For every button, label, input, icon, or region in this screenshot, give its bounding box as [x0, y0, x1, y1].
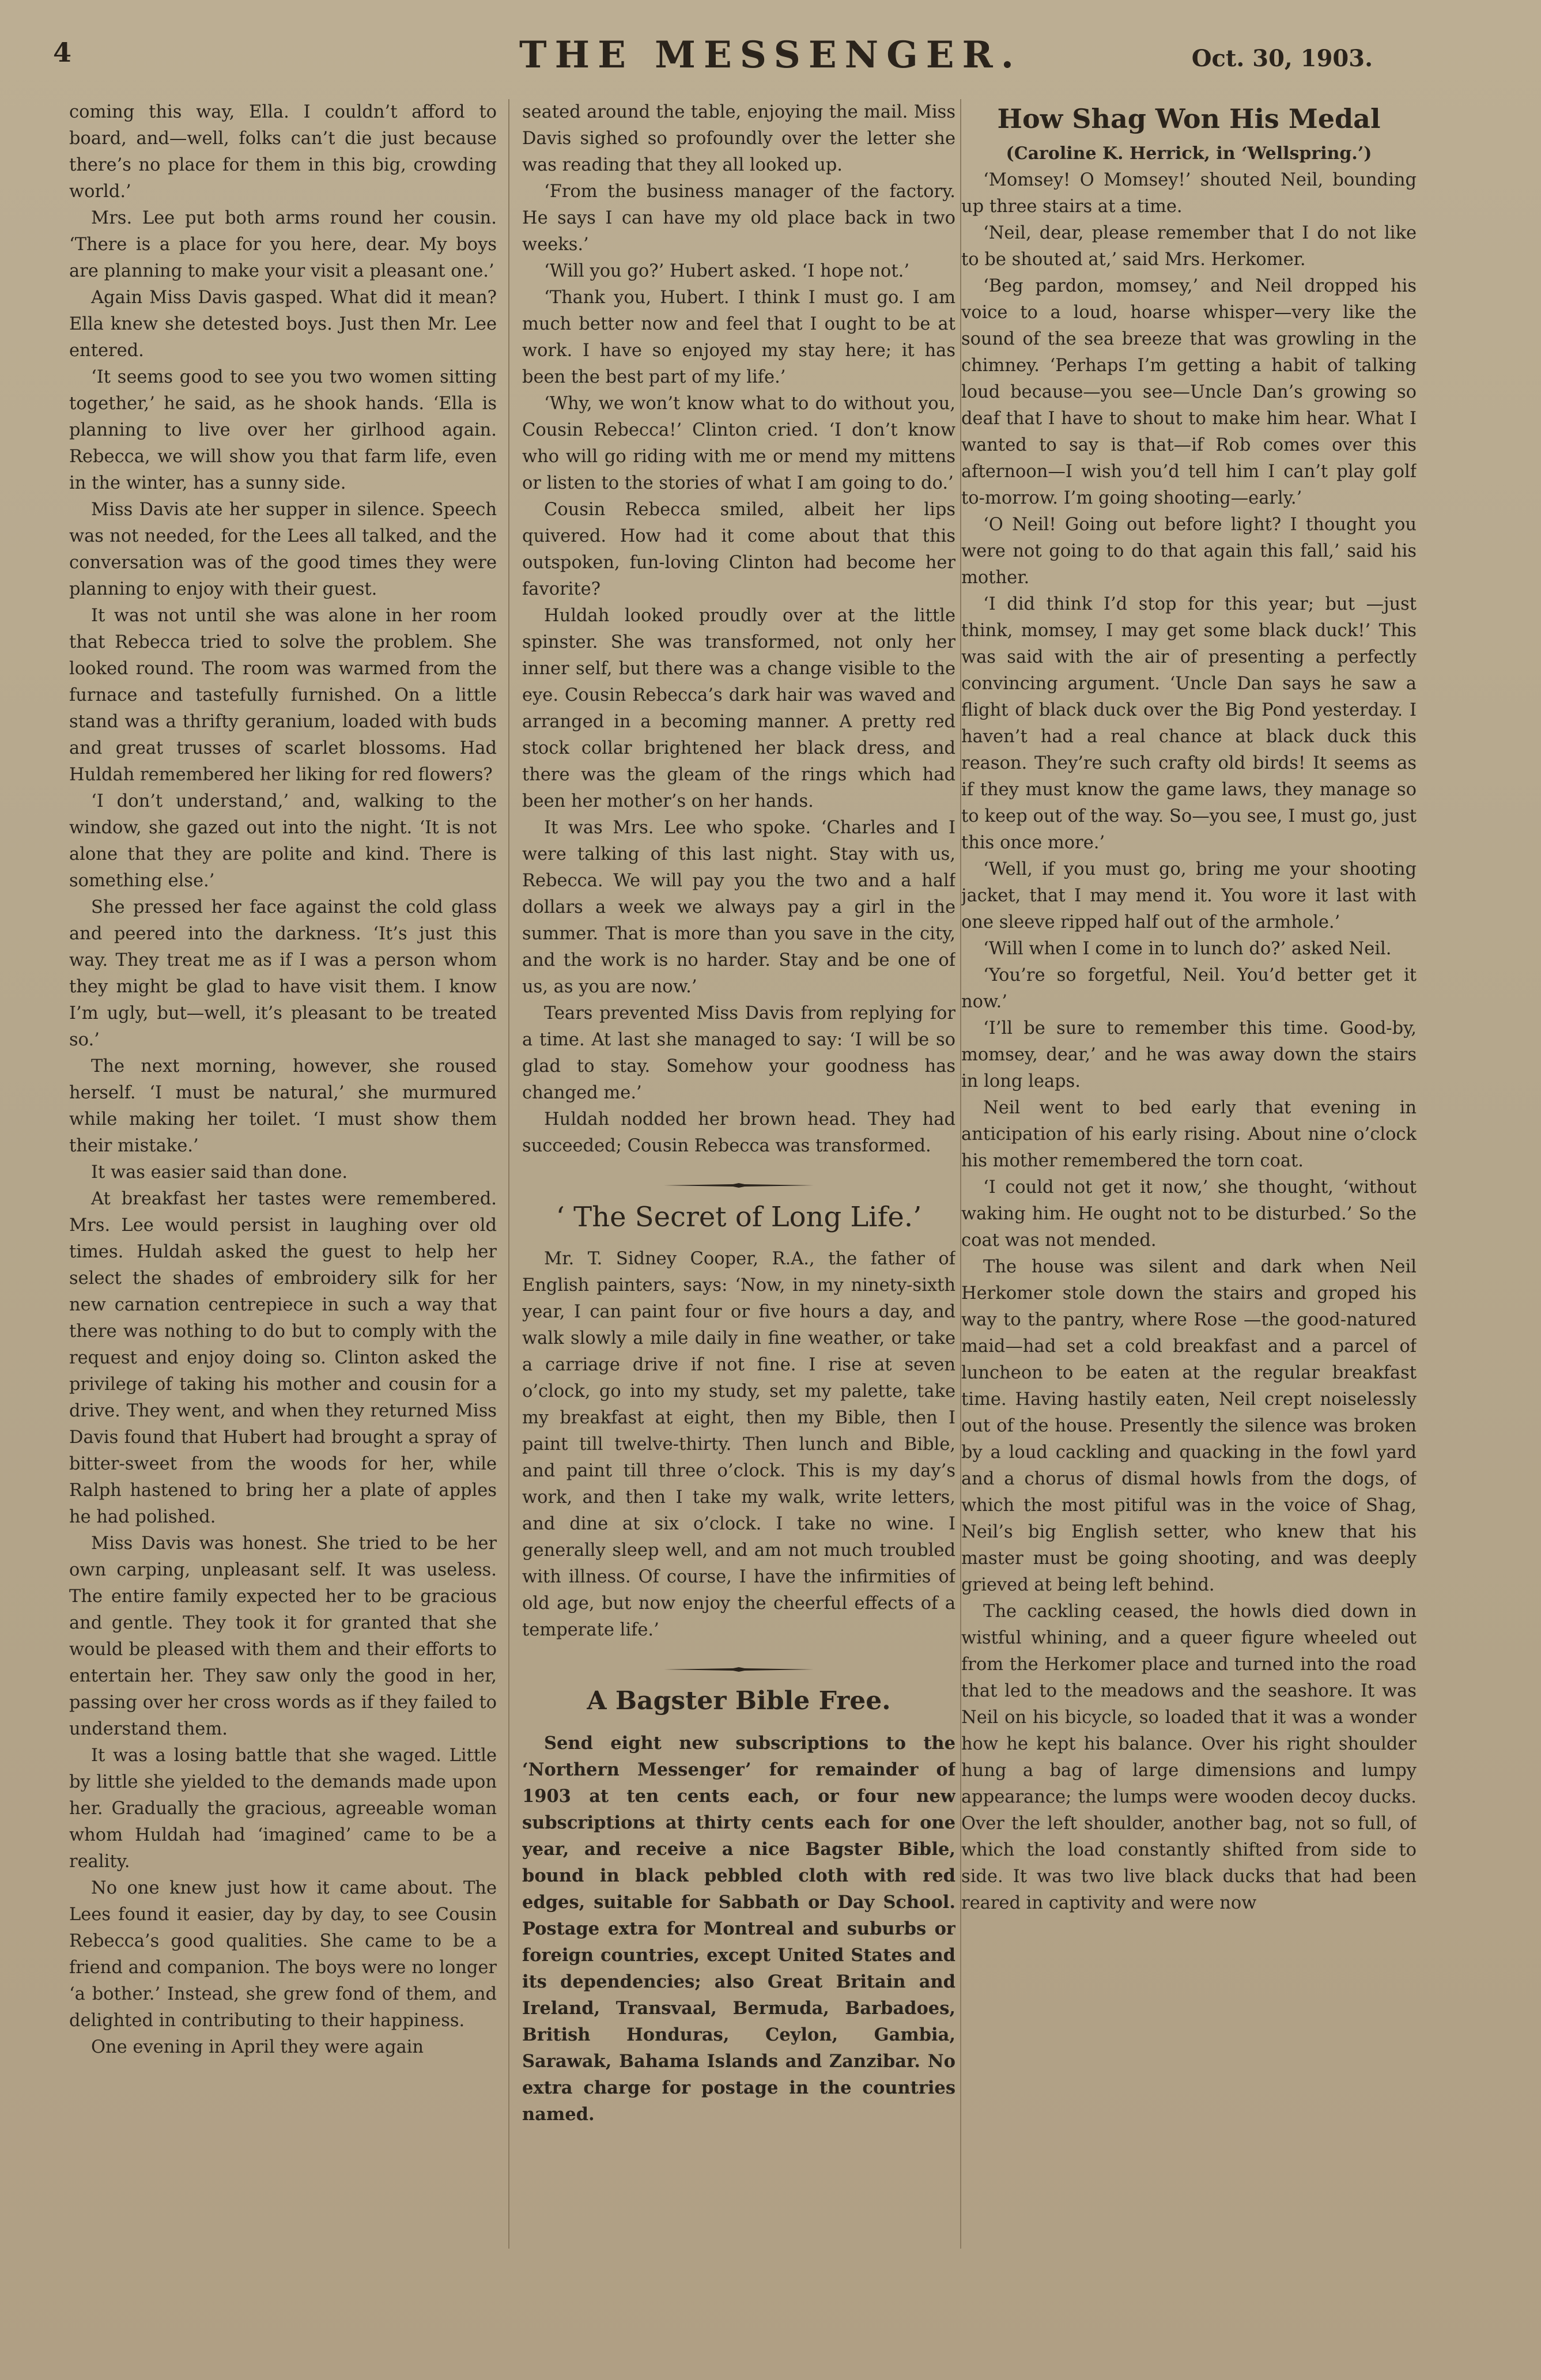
paragraph: seated around the table, enjoying the mail. Miss Davis sighed so profoundly over the letter she was reading that they all looked up.: [522, 102, 955, 175]
column-middle: [522, 99, 955, 2249]
paragraph: Huldah looked proudly over at the little spinster. She was transformed, not only her inner self, but there was a change visible to the eye. Cousin Rebecca’s dark hair was waved and arranged in a becoming manner. A pretty red stock collar brightened her black dress, and there was the gleam of the rings which had been her mother’s on her hands.: [522, 606, 955, 811]
paragraph: Miss Davis was honest. She tried to be her own carping, unpleasant self. It was useless. The entire family expected her to be gracious and gentle. They took it for granted that she would be pleased with them and their efforts to entertain her. They saw only the good in her, passing over her cross words as if they failed to understand them.: [69, 1533, 497, 1739]
paragraph: ‘You’re so forgetful, Neil. You’d better get it now.’: [961, 965, 1417, 1012]
paragraph: No one knew just how it came about. The Lees found it easier, day by day, to see Cousin Rebecca’s good qualities. She came to be a friend and companion. The boys were no longer ‘a bother.’ Instead, she grew fond of them, and delighted in contributing to their happiness.: [69, 1878, 497, 2031]
paragraph: ‘Will you go?’ Hubert asked. ‘I hope not.’: [544, 261, 910, 281]
paragraph: The cackling ceased, the howls died down in wistful whining, and a queer figure wheeled out from the Herkomer place and turned into the road that led to the meadows and the seashore. It was Neil on his bicycle, so loaded that it was a wonder how he kept his balance. Over his right shoulder hung a bag of large dimensions and lumpy appearance; the lumps were wooden decoy ducks. Over the left shoulder, another bag, not so full, of which the load constantly shifted from side to side. It was two live black ducks that had been reared in captivity and were now: [961, 1601, 1417, 1913]
column-rule: [508, 99, 509, 2249]
paragraph: ‘Will when I come in to lunch do?’ asked Neil.: [983, 939, 1392, 959]
column-left: [69, 99, 497, 2249]
paragraph: ‘I did think I’d stop for this year; but —just think, momsey, I may get some black duck!’ This was said with the air of presenting a perfectly convincing argument. ‘Uncle Dan says he saw a flight of black duck over the Big Pond yesterday. I haven’t had a real chance at black duck this reason. They’re such crafty old birds! It seems as if they must know the game laws, they manage so to keep out of the way. So—you see, I must go, just this once more.’: [961, 594, 1417, 853]
paragraph: The house was silent and dark when Neil Herkomer stole down the stairs and groped his way to the pantry, where Rose —the good-natured maid—had set a cold breakfast and a parcel of luncheon to be eaten at the regular breakfast time. Having hastily eaten, Neil crept noiselessly out of the house. Presently the silence was broken by a loud cackling and quacking in the fowl yard and a chorus of dismal howls from the dogs, of which the most pitiful was in the voice of Shag, Neil’s big English setter, who knew that his master must be going shooting, and was deeply grieved at being left behind.: [961, 1257, 1417, 1595]
paragraph: It was not until she was alone in her room that Rebecca tried to solve the problem. She looked round. The room was warmed from the furnace and tastefully furnished. On a little stand was a thrifty geranium, loaded with buds and great trusses of scarlet blossoms. Had Huldah remembered her liking for red flowers?: [69, 606, 497, 785]
paragraph: Mrs. Lee put both arms round her cousin. ‘There is a place for you here, dear. My boys are planning to make your visit a pleasant one.’: [69, 208, 497, 281]
section-divider: [664, 1183, 814, 1188]
paragraph: ‘Neil, dear, please remember that I do not like to be shouted at,’ said Mrs. Herkomer.: [961, 223, 1417, 270]
paragraph: ‘Beg pardon, momsey,’ and Neil dropped his voice to a loud, hoarse whisper—very like the sound of the sea breeze that was growling in the chimney. ‘Perhaps I’m getting a habit of talking loud because—you see—Uncle Dan’s growing so deaf that I have to shout to make him hear. What I wanted to say is that—if Rob comes over this afternoon—I wish you’d tell him I can’t play golf to-morrow. I’m going shooting—early.’: [961, 276, 1417, 508]
bagster-bible-title: A Bagster Bible Free.: [587, 1686, 891, 1716]
paragraph: It was easier said than done.: [91, 1162, 348, 1183]
paragraph: ‘Momsey! O Momsey!’ shouted Neil, bounding up three stairs at a time.: [961, 170, 1417, 217]
newspaper-title: THE MESSENGER.: [519, 33, 1022, 77]
story-byline: (Caroline K. Herrick, in ‘Wellspring.’): [1006, 143, 1372, 164]
issue-date: Oct. 30, 1903.: [1191, 45, 1373, 72]
secret-of-long-life-title: ‘ The Secret of Long Life.’: [556, 1201, 922, 1233]
paragraph: ‘Thank you, Hubert. I think I must go. I am much better now and feel that I ought to be at work. I have so enjoyed my stay here; it has been the best part of my life.’: [522, 288, 955, 387]
paragraph: ‘I could not get it now,’ she thought, ‘without waking him. He ought not to be disturbed.’ So the coat was not mended.: [961, 1177, 1417, 1251]
paragraph: ‘From the business manager of the factory. He says I can have my old place back in two weeks.’: [522, 182, 955, 255]
paragraph: Huldah nodded her brown head. They had succeeded; Cousin Rebecca was transformed.: [522, 1109, 955, 1156]
page-number: 4: [53, 37, 72, 68]
paragraph: The next morning, however, she roused herself. ‘I must be natural,’ she murmured while making her toilet. ‘I must show them their mistake.’: [69, 1056, 497, 1156]
paragraph: ‘I don’t understand,’ and, walking to the window, she gazed out into the night. ‘It is not alone that they are polite and kind. There is something else.’: [69, 791, 497, 891]
paragraph: Again Miss Davis gasped. What did it mean? Ella knew she detested boys. Just then Mr. Lee entered.: [69, 288, 497, 361]
bagster-bible-notice: [522, 1730, 955, 2128]
paragraph: Miss Davis ate her supper in silence. Speech was not needed, for the Lees all talked, and the conversation was of the good times they were planning to enjoy with their guest.: [69, 500, 497, 599]
paragraph: At breakfast her tastes were remembered. Mrs. Lee would persist in laughing over old times. Huldah asked the guest to help her select the shades of embroidery silk for her new carnation centrepiece in such a way that there was nothing to do but to comply with the request and enjoy doing so. Clinton asked the privilege of taking his mother and cousin for a drive. They went, and when they returned Miss Davis found that Hubert had brought a spray of bitter-sweet from the woods for her, while Ralph hastened to bring her a plate of apples he had polished.: [69, 1189, 497, 1527]
section-divider: [664, 1667, 814, 1672]
paragraph: Tears prevented Miss Davis from replying for a time. At last she managed to say: ‘I will be so glad to stay. Somehow your goodness has changed me.’: [522, 1003, 955, 1103]
paragraph: One evening in April they were again: [91, 2037, 424, 2057]
paragraph: Neil went to bed early that evening in anticipation of his early rising. About nine o’clock his mother remembered the torn coat.: [961, 1098, 1417, 1171]
paragraph: It was Mrs. Lee who spoke. ‘Charles and I were talking of this last night. Stay with us, Rebecca. We will pay you the two and a half dollars a week we always pay a girl in the summer. That is more than you save in the city, and the work is no harder. Stay and be one of us, as you are now.’: [522, 818, 955, 997]
bagster-bible-text: Send eight new subscriptions to the ‘Northern Messenger’ for remainder of 1903 at ten cents each, or four new subscriptions at thirty cents each for one year, and receive a nice Bagster Bible, bound in black pebbled cloth with red edges, suitable for Sabbath or Day School. Postage extra for Montreal and suburbs or foreign countries, except United States and its dependencies; also Great Britain and Ireland, Transvaal, Bermuda, Barbadoes, British Honduras, Ceylon, Gambia, Sarawak, Bahama Islands and Zanzibar. No extra charge for postage in the countries named.: [522, 1733, 955, 2125]
secret-of-long-life-text: Mr. T. Sidney Cooper, R.A., the father of English painters, says: ‘Now, in my ninety-sixth year, I can paint four or five hours a day, and walk slowly a mile daily in fine weather, or take a carriage drive if not fine. I rise at seven o’clock, go into my study, set my palette, take my breakfast at eight, then my Bible, then I paint till twelve-thirty. Then lunch and Bible, and paint till three o’clock. This is my day’s work, and then I take my walk, write letters, and dine at six o’clock. I take no wine. I generally sleep well, and am not much troubled with illness. Of course, I have the infirmities of old age, but now enjoy the cheerful effects of a temperate life.’: [522, 1249, 955, 1640]
story-title: How Shag Won His Medal: [997, 103, 1381, 134]
paragraph: ‘Well, if you must go, bring me your shooting jacket, that I may mend it. You wore it last with one sleeve ripped half out of the armhole.’: [961, 859, 1417, 932]
paragraph: She pressed her face against the cold glass and peered into the darkness. ‘It’s just this way. They treat me as if I was a person whom they might be glad to have visit them. I know I’m ugly, but—well, it’s pleasant to be treated so.’: [69, 897, 497, 1050]
paragraph: ‘I’ll be sure to remember this time. Good-by, momsey, dear,’ and he was away down the stairs in long leaps.: [961, 1018, 1417, 1091]
paragraph: It was a losing battle that she waged. Little by little she yielded to the demands made upon her. Gradually the gracious, agreeable woman whom Huldah had ‘imagined’ came to be a reality.: [69, 1746, 497, 1872]
paragraph: ‘Why, we won’t know what to do without you, Cousin Rebecca!’ Clinton cried. ‘I don’t know who will go riding with me or mend my mittens or listen to the stories of what I am going to do.’: [522, 394, 955, 493]
column-right: [961, 99, 1417, 2249]
paragraph: ‘It seems good to see you two women sitting together,’ he said, as he shook hands. ‘Ella is planning to live over her girlhood again. Rebecca, we will show you that farm life, even in the winter, has a sunny side.: [69, 367, 497, 493]
paragraph: Cousin Rebecca smiled, albeit her lips quivered. How had it come about that this outspoken, fun-loving Clinton had become her favorite?: [522, 500, 955, 599]
masthead: [0, 33, 1541, 85]
paragraph: coming this way, Ella. I couldn’t afford to board, and—well, folks can’t die just because there’s no place for them in this big, crowding world.’: [69, 102, 497, 202]
paragraph: ‘O Neil! Going out before light? I thought you were not going to do that again this fall,’ said his mother.: [961, 515, 1417, 588]
